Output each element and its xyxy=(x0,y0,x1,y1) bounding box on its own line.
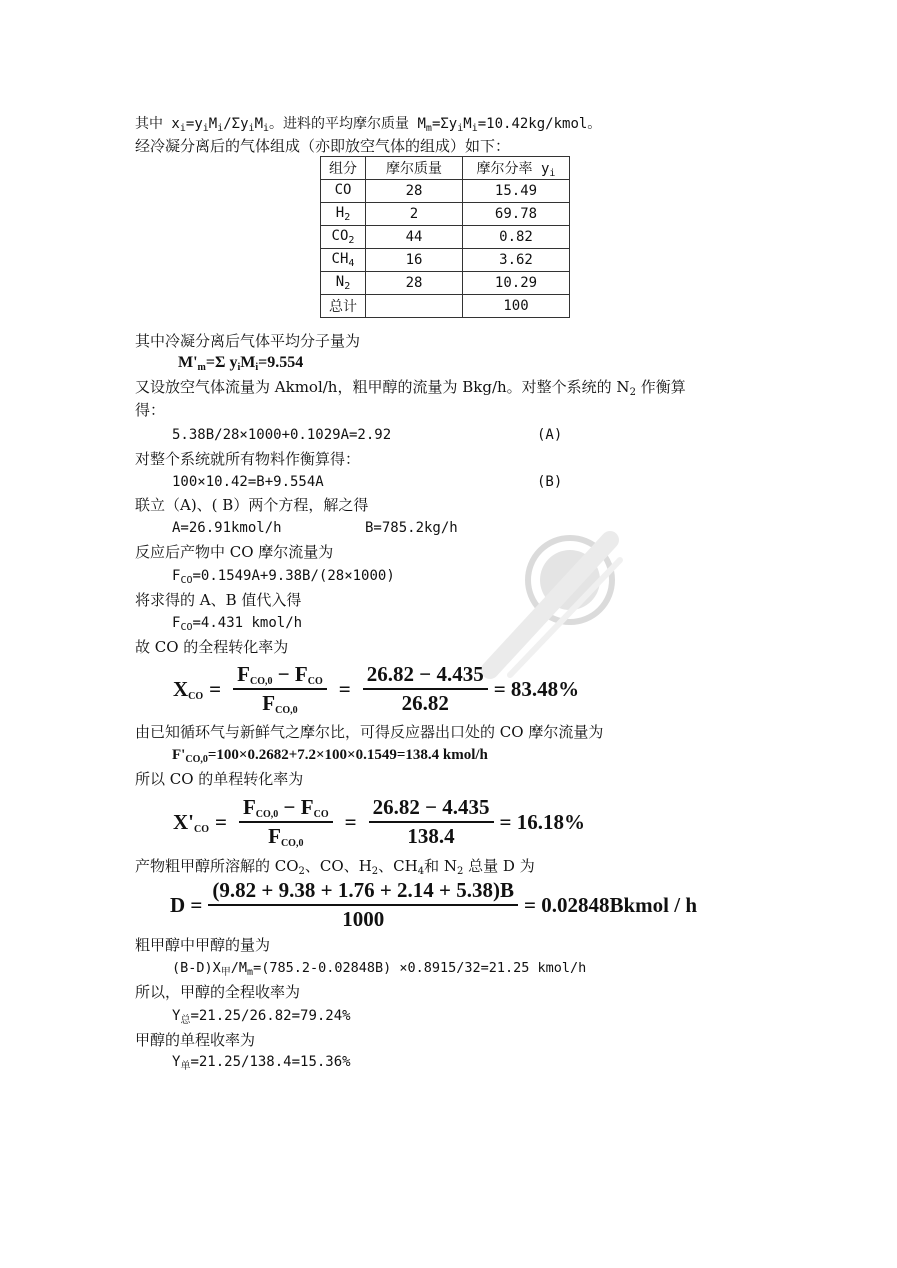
formula-line: $F_{CO}=0.1549A+9.38B/(28\times 1000)$ xyxy=(172,568,395,586)
table-cell: CO xyxy=(321,180,366,203)
text-line: 对整个系统就所有物料作衡算得： xyxy=(135,450,361,468)
table-cell xyxy=(366,295,463,318)
table-cell: 15.49 xyxy=(463,180,570,203)
formula-line: $(B-D)X_甲/M_m=(785.2-0.02848B) \times 0.8915/32=21.25$ kmol/h xyxy=(172,960,587,978)
table-cell: 3.62 xyxy=(463,249,570,272)
table-cell: 100 xyxy=(463,295,570,318)
text-line: 粗甲醇中甲醇的量为 xyxy=(135,936,271,954)
result-b: B=785.2kg/h xyxy=(365,520,458,536)
text-line: 产物粗甲醇所溶解的 $CO_2$、CO、$H_2$、$CH_4$和 $N_2$ 总量 D 为 xyxy=(135,857,535,877)
table-cell: 16 xyxy=(366,249,463,272)
fraction: $\frac{26.82 - 4.435}{138.4}$ xyxy=(369,795,494,849)
equation-tag: (B) xyxy=(537,474,563,490)
text-line: 所以，甲醇的全程收率为 xyxy=(135,983,301,1001)
equation-a: 5.38B/28×1000+0.1029A=2.92 xyxy=(172,427,392,443)
table-cell: 0.82 xyxy=(463,226,570,249)
text-line: 联立（A)、( B）两个方程，解之得 xyxy=(135,496,369,514)
text-line: 由已知循环气与新鲜气之摩尔比，可得反应器出口处的 CO 摩尔流量为 xyxy=(135,723,604,741)
text-line: 甲醇的单程收率为 xyxy=(135,1031,256,1049)
formula-line: $F_{CO}=4.431$ kmol/h xyxy=(172,615,303,633)
fraction: $\frac{(9.82 + 9.38 + 1.76 + 2.14 + 5.38)B}{1000}$ xyxy=(208,878,518,932)
table-cell: 28 xyxy=(366,272,463,295)
table-cell: $H_2$ xyxy=(321,203,366,226)
table-cell: $N_2$ xyxy=(321,272,366,295)
formula-line: $M'_m=\Sigma$ $y_iM_i=9.554$ xyxy=(178,354,304,373)
fraction: $\frac{F_{CO,0} - F_{CO}}{F_{CO,0}}$ xyxy=(233,662,327,716)
equation-co-overall-conversion: $X_{CO}$ = $\frac{F_{CO,0} - F_{CO}}{F_{CO,0}}$ = $\frac{26.82 - 4.435}{26.82}$ = 83.48% xyxy=(173,662,580,716)
result-a: A=26.91kmol/h xyxy=(172,520,282,536)
table-header: 组分 xyxy=(321,157,366,180)
formula-line: $F'_{CO,0}=100\times 0.2682+7.2\times 100\times 0.1549=138.4$ kmol/h xyxy=(172,747,488,765)
equation-dissolved-gas-total: D = $\frac{(9.82 + 9.38 + 1.76 + 2.14 + 5.38)B}{1000}$ = 0.02848Bkmol / h xyxy=(170,878,697,931)
text-line: 所以 CO 的单程转化率为 xyxy=(135,770,304,788)
formula-line: $Y_单=21.25/138.4=15.36\%$ xyxy=(172,1054,351,1072)
fraction: $\frac{F_{CO,0} - F_{CO}}{F_{CO,0}}$ xyxy=(239,795,333,849)
table-row xyxy=(321,226,570,249)
table-header: 摩尔质量 xyxy=(366,157,463,180)
composition-table xyxy=(320,156,570,318)
text-line: 其中冷凝分离后气体平均分子量为 xyxy=(135,332,361,350)
text-line: 得： xyxy=(135,401,166,419)
table-header-row xyxy=(321,157,570,180)
eq-lhs: $X_{CO}$ xyxy=(173,676,204,702)
table-cell: $CO_2$ xyxy=(321,226,366,249)
table-cell: 2 xyxy=(366,203,463,226)
text-line: 经冷凝分离后的气体组成（亦即放空气体的组成）如下： xyxy=(135,137,511,155)
table-cell: 总计 xyxy=(321,295,366,318)
table-cell: 69.78 xyxy=(463,203,570,226)
table-row xyxy=(321,272,570,295)
eq-lhs: $X'_{CO}$ xyxy=(173,809,209,835)
table-cell: $CH_4$ xyxy=(321,249,366,272)
equation-tag: (A) xyxy=(537,427,563,443)
table-row xyxy=(321,180,570,203)
text-line: 又设放空气体流量为 Akmol/h，粗甲醇的流量为 Bkg/h。对整个系统的 $N_2$ 作衡算 xyxy=(135,378,686,398)
text-line: 将求得的 A、B 值代入得 xyxy=(135,591,302,609)
table-row xyxy=(321,203,570,226)
text-line: 反应后产物中 CO 摩尔流量为 xyxy=(135,543,334,561)
table-row xyxy=(321,295,570,318)
fraction: $\frac{26.82 - 4.435}{26.82}$ xyxy=(363,662,488,716)
watermark-seal-icon xyxy=(470,520,630,680)
formula-line: $Y_总=21.25/26.82=79.24\%$ xyxy=(172,1008,351,1026)
text-line: 其中 $x_i=y_iM_i/\Sigma y_iM_i$。进料的平均摩尔质量 $M_m=\Sigma y_iM_i=10.42kg$/kmol。 xyxy=(135,116,602,134)
table-cell: 28 xyxy=(366,180,463,203)
text-line: 故 CO 的全程转化率为 xyxy=(135,638,289,656)
table-cell: 44 xyxy=(366,226,463,249)
equation-co-single-pass-conversion: $X'_{CO}$ = $\frac{F_{CO,0} - F_{CO}}{F_{CO,0}}$ = $\frac{26.82 - 4.435}{138.4}$ = 16.18% xyxy=(173,795,585,849)
table-row xyxy=(321,249,570,272)
table-cell: 10.29 xyxy=(463,272,570,295)
equation-b: 100×10.42=B+9.554A xyxy=(172,474,324,490)
table-header: 摩尔分率 $y_i$ xyxy=(463,157,570,180)
